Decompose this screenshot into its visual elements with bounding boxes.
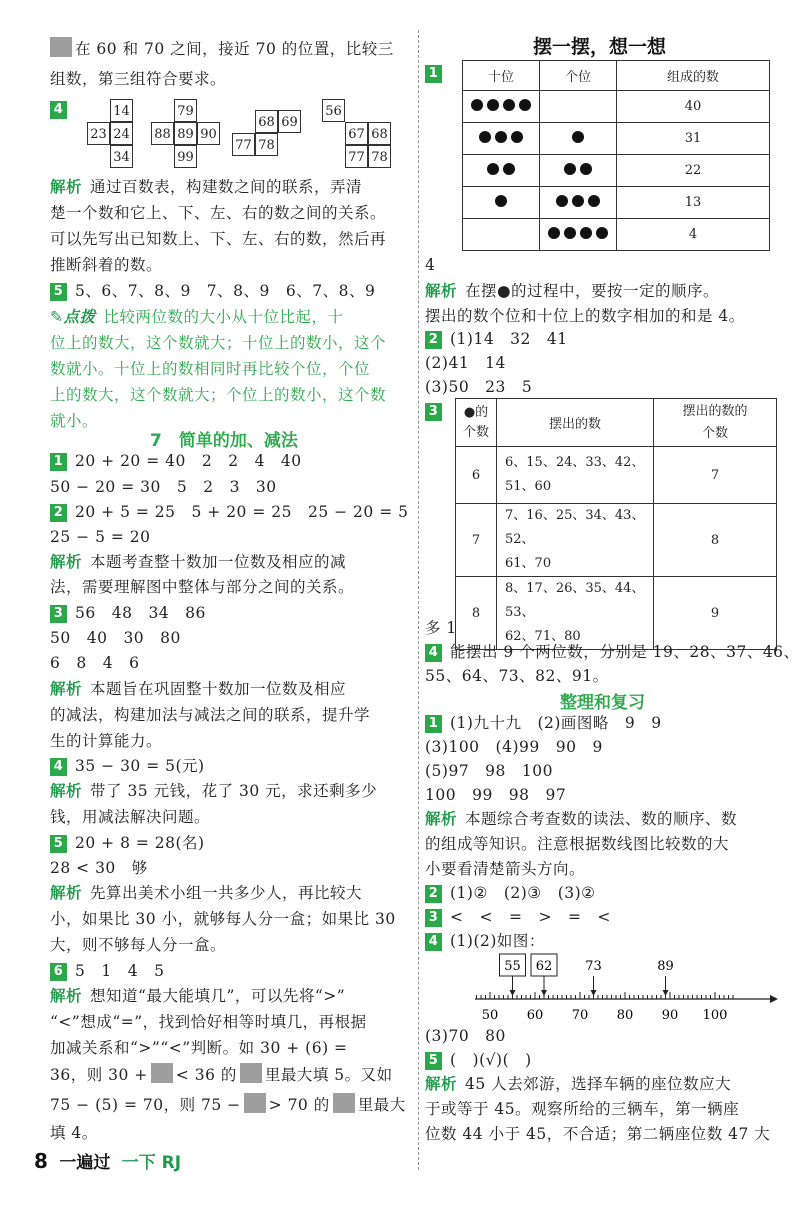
analysis-label: 解析 [50,178,83,196]
gray-box [240,1063,262,1083]
bead-row [463,155,770,187]
bead-dot [487,163,499,175]
axis-arrowhead [770,995,778,1003]
bead-row [463,219,770,251]
bead-dot [495,195,507,207]
bead-dot [572,131,584,143]
pointer-arrowhead [663,990,669,996]
arrow-number: 89 [657,959,674,974]
analysis-line: 解析 通过百数表，构建数之间的联系，弄清 [50,178,363,196]
ones-beads [540,219,617,251]
tick-label: 80 [616,1008,634,1023]
bead-dot [479,131,491,143]
composed-number: 40 [617,91,770,123]
grade-label: 一下 RJ [121,1153,182,1173]
pointer-arrowhead [510,990,516,996]
section-title: 摆一摆，想一想 [533,36,667,58]
pointer-arrowhead [541,990,547,996]
page-number: 8 [34,1149,48,1173]
bead-dot [503,163,515,175]
tick-label: 70 [571,1008,589,1023]
question-number: 5 [50,283,67,301]
bead-row [463,123,770,155]
composed-number: 31 [617,123,770,155]
bead-dot [471,99,483,111]
bead-dot [511,131,523,143]
bead-dot [564,227,576,239]
boxed-number: 62 [535,959,553,974]
bead-dot [596,227,608,239]
tick-label: 60 [526,1008,544,1023]
text-line: 组数，第三组符合要求。 [50,70,227,88]
bead-dot [487,99,499,111]
bead-dot [519,99,531,111]
composed-number: 13 [617,187,770,219]
gray-box [151,1063,173,1083]
tip-line: ✎点拨 比较两位数的大小从十位比起，十 [50,308,344,326]
bead-row [463,187,770,219]
text-line: 在 60 和 70 之间，接近 70 的位置，比较三 [50,36,394,62]
bead-dot [588,195,600,207]
arrow-number: 73 [585,959,602,974]
ones-beads [540,123,617,155]
boxed-number: 55 [504,959,521,974]
bead-dot [548,227,560,239]
tick-label: 100 [702,1008,728,1023]
gray-box [50,37,72,57]
page-footer [34,1148,181,1173]
composed-number: 22 [617,155,770,187]
tens-beads [463,91,540,123]
tens-beads [463,123,540,155]
tip-label: ✎点拨 [50,308,96,326]
composed-number: 4 [617,219,770,251]
bead-dot [580,227,592,239]
ones-beads [540,155,617,187]
bead-row [463,91,770,123]
section-title: 整理和复习 [560,693,645,713]
gray-box [244,1093,266,1113]
tens-beads [463,219,540,251]
gray-box [333,1093,355,1113]
number-table: ●的 个数 摆出的数 摆出的数的 个数 6 6、15、24、33、42、 51、60 7 7 7、16、25、34、43、52、 61、70 8 8 8、17、26、35、44、53、 62、71、80 9 [455,398,777,650]
bead-dot [572,195,584,207]
column-divider [418,30,419,1170]
tens-beads [463,187,540,219]
question-number: 4 [50,101,67,119]
bead-dot [503,99,515,111]
bead-table: 十位 个位 组成的数 40 31 22 13 4 [462,60,770,251]
tens-beads [463,155,540,187]
bead-dot [564,163,576,175]
ones-beads [540,91,617,123]
pointer-arrowhead [591,990,597,996]
tick-label: 90 [661,1008,679,1023]
bead-dot [495,131,507,143]
ones-beads [540,187,617,219]
tick-label: 50 [481,1008,499,1023]
bead-dot [580,163,592,175]
section-title: 7 简单的加、减法 [150,431,298,451]
number-line [470,952,780,1024]
book-name: 一遍过 [59,1153,111,1173]
bead-dot [556,195,568,207]
